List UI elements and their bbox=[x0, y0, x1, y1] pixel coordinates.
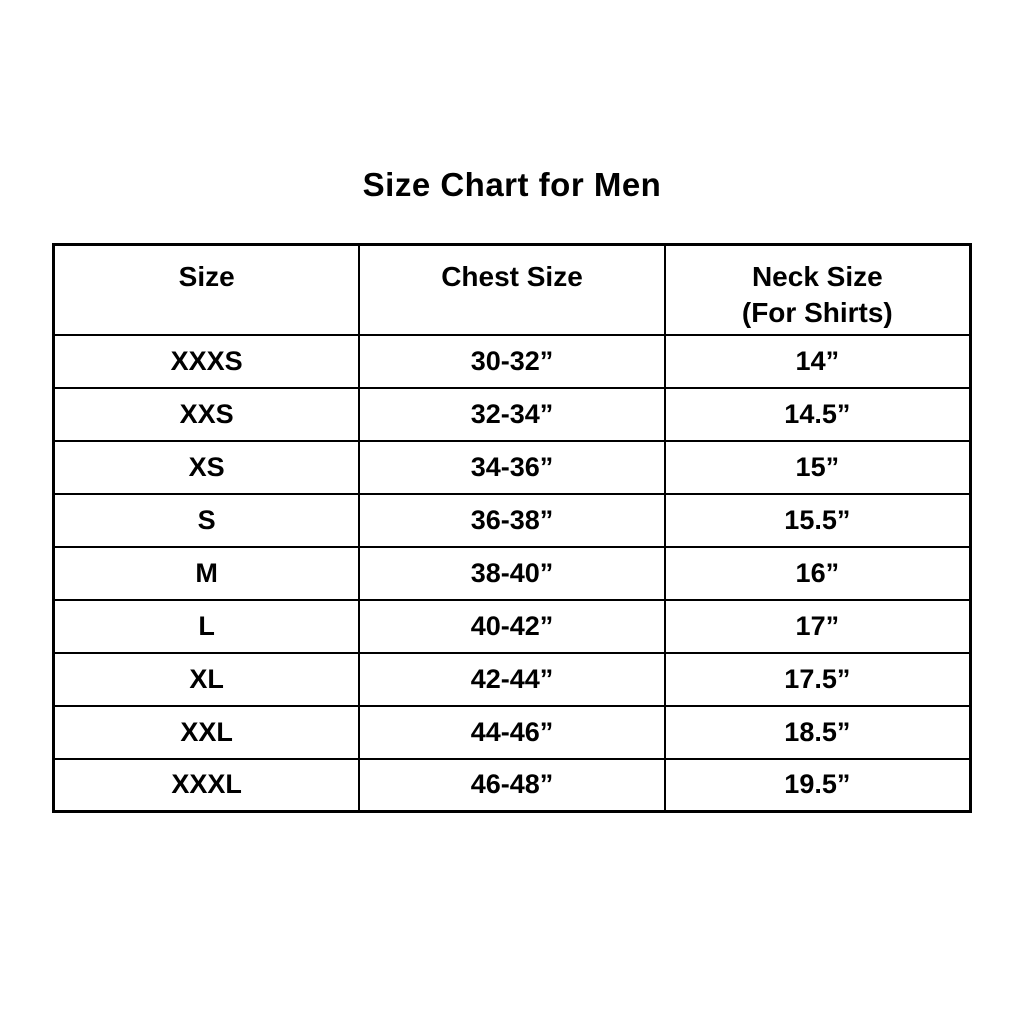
cell-size: L bbox=[54, 600, 360, 653]
table-body bbox=[54, 335, 971, 812]
neck-size-sublabel: (For Shirts) bbox=[741, 297, 893, 328]
cell-neck-size: 15.5” bbox=[665, 494, 971, 547]
cell-chest-size: 44-46” bbox=[359, 706, 664, 759]
cell-neck-size: 15” bbox=[665, 441, 971, 494]
cell-size: XXL bbox=[54, 706, 360, 759]
table-row bbox=[54, 759, 971, 812]
cell-chest-size: 42-44” bbox=[359, 653, 664, 706]
cell-size: S bbox=[54, 494, 360, 547]
table-row bbox=[54, 653, 971, 706]
page-title: Size Chart for Men bbox=[362, 166, 662, 203]
cell-size: M bbox=[54, 547, 360, 600]
table-row bbox=[54, 441, 971, 494]
cell-neck-size: 14” bbox=[665, 335, 971, 388]
cell-size: XXXL bbox=[54, 759, 360, 812]
column-header-neck-size bbox=[665, 245, 971, 335]
neck-size-label: Neck Size bbox=[751, 261, 883, 292]
column-header-size: Size bbox=[54, 245, 360, 335]
cell-chest-size: 40-42” bbox=[359, 600, 664, 653]
header-row bbox=[54, 245, 971, 335]
size-chart-table bbox=[52, 243, 972, 813]
cell-chest-size: 38-40” bbox=[359, 547, 664, 600]
cell-neck-size: 16” bbox=[665, 547, 971, 600]
table-row bbox=[54, 600, 971, 653]
cell-chest-size: 32-34” bbox=[359, 388, 664, 441]
table-header bbox=[54, 245, 971, 335]
column-header-chest-size: Chest Size bbox=[359, 245, 664, 335]
cell-chest-size: 46-48” bbox=[359, 759, 664, 812]
cell-size: XXS bbox=[54, 388, 360, 441]
cell-neck-size: 17.5” bbox=[665, 653, 971, 706]
cell-chest-size: 30-32” bbox=[359, 335, 664, 388]
cell-neck-size: 18.5” bbox=[665, 706, 971, 759]
cell-neck-size: 14.5” bbox=[665, 388, 971, 441]
cell-size: XL bbox=[54, 653, 360, 706]
cell-chest-size: 36-38” bbox=[359, 494, 664, 547]
table-row bbox=[54, 547, 971, 600]
cell-size: XXXS bbox=[54, 335, 360, 388]
cell-chest-size: 34-36” bbox=[359, 441, 664, 494]
table-row bbox=[54, 494, 971, 547]
cell-neck-size: 17” bbox=[665, 600, 971, 653]
table-row bbox=[54, 388, 971, 441]
table-row bbox=[54, 706, 971, 759]
cell-size: XS bbox=[54, 441, 360, 494]
table-row bbox=[54, 335, 971, 388]
cell-neck-size: 19.5” bbox=[665, 759, 971, 812]
